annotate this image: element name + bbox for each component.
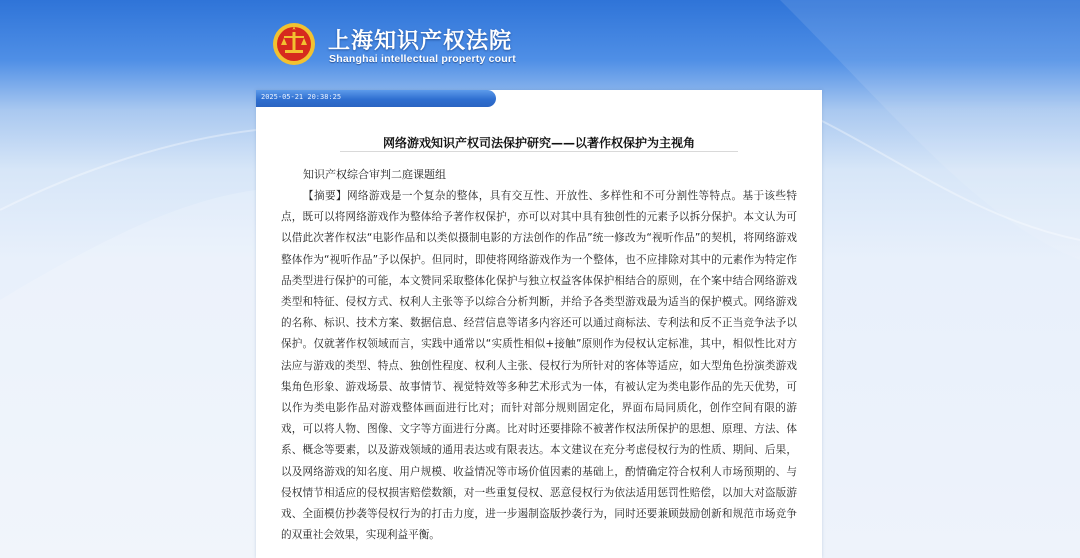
court-emblem-icon[interactable]: [272, 20, 316, 68]
article-author: 知识产权综合审判二庭课题组: [303, 168, 446, 181]
article-title: 网络游戏知识产权司法保护研究——以著作权保护为主视角: [382, 136, 695, 150]
site-subtitle: Shanghai intellectual property court: [329, 53, 516, 65]
title-divider: [340, 151, 738, 152]
date-bar: [256, 90, 496, 107]
site-title[interactable]: 上海知识产权法院: [328, 29, 513, 54]
site-banner: [0, 0, 1080, 92]
publish-date: 2025-05-21 20:38:25: [261, 93, 342, 101]
article-abstract: 【摘要】网络游戏是一个复杂的整体，具有交互性、开放性、多样性和不可分割性等特点。基于该些特点，既可以将网络游戏作为整体给予著作权保护，亦可以对其中具有独创性的元素予以拆分保护。本文认为可以借此次著作权法“电影作品和以类似摄制电影的方法创作的作品”统一修改为“视听作品”的契机，将网络游戏整体作为“视听作品”予以保护。但同时，即使将网络游戏作为一个整体，也不应排除对其中的元素作为特定作品类型进行保护的可能，本文赞同采取整体化保护与独立权益客体保护相结合的原则，在个案中结合网络游戏类型和特征、侵权方式、权利人主张等予以综合分析判断，并给予各类型游戏最为适当的保护模式。网络游戏的名称、标识、技术方案、数据信息、经营信息等诸多内容还可以通过商标法、专利法和反不正当竞争法予以保护。仅就著作权领域而言，实践中通常以“实质性相似+接触”原则作为侵权认定标准，其中，相似性比对方法应与游戏的类型、特点、独创性程度、权利人主张、侵权行为所针对的客体等适应，如大型角色扮演类游戏集角色形象、游戏场景、故事情节、视觉特效等多种艺术形式为一体，有被认定为类电影作品的先天优势，可以作为类电影作品对游戏整体画面进行比对；而针对部分规则固定化，界面布局同质化，创作空间有限的游戏，可以将人物、图像、文字等方面进行分离。比对时还要排除不被著作权法所保护的思想、原理、方法、体系、概念等要素，以及游戏领域的通用表达或有限表达。本文建议在充分考虑侵权行为的性质、期间、后果，以及网络游戏的知名度、用户规模、收益情况等市场价值因素的基础上，酌情确定符合权利人市场预期的、与侵权情节相适应的侵权损害赔偿数额，对一些重复侵权、恶意侵权行为依法适用惩罚性赔偿，以加大对盗版游戏、全面模仿抄袭等侵权行为的打击力度，进一步遏制盗版抄袭行为，同时还要兼顾鼓励创新和规范市场竞争的双重社会效果，实现利益平衡。: [281, 190, 797, 542]
